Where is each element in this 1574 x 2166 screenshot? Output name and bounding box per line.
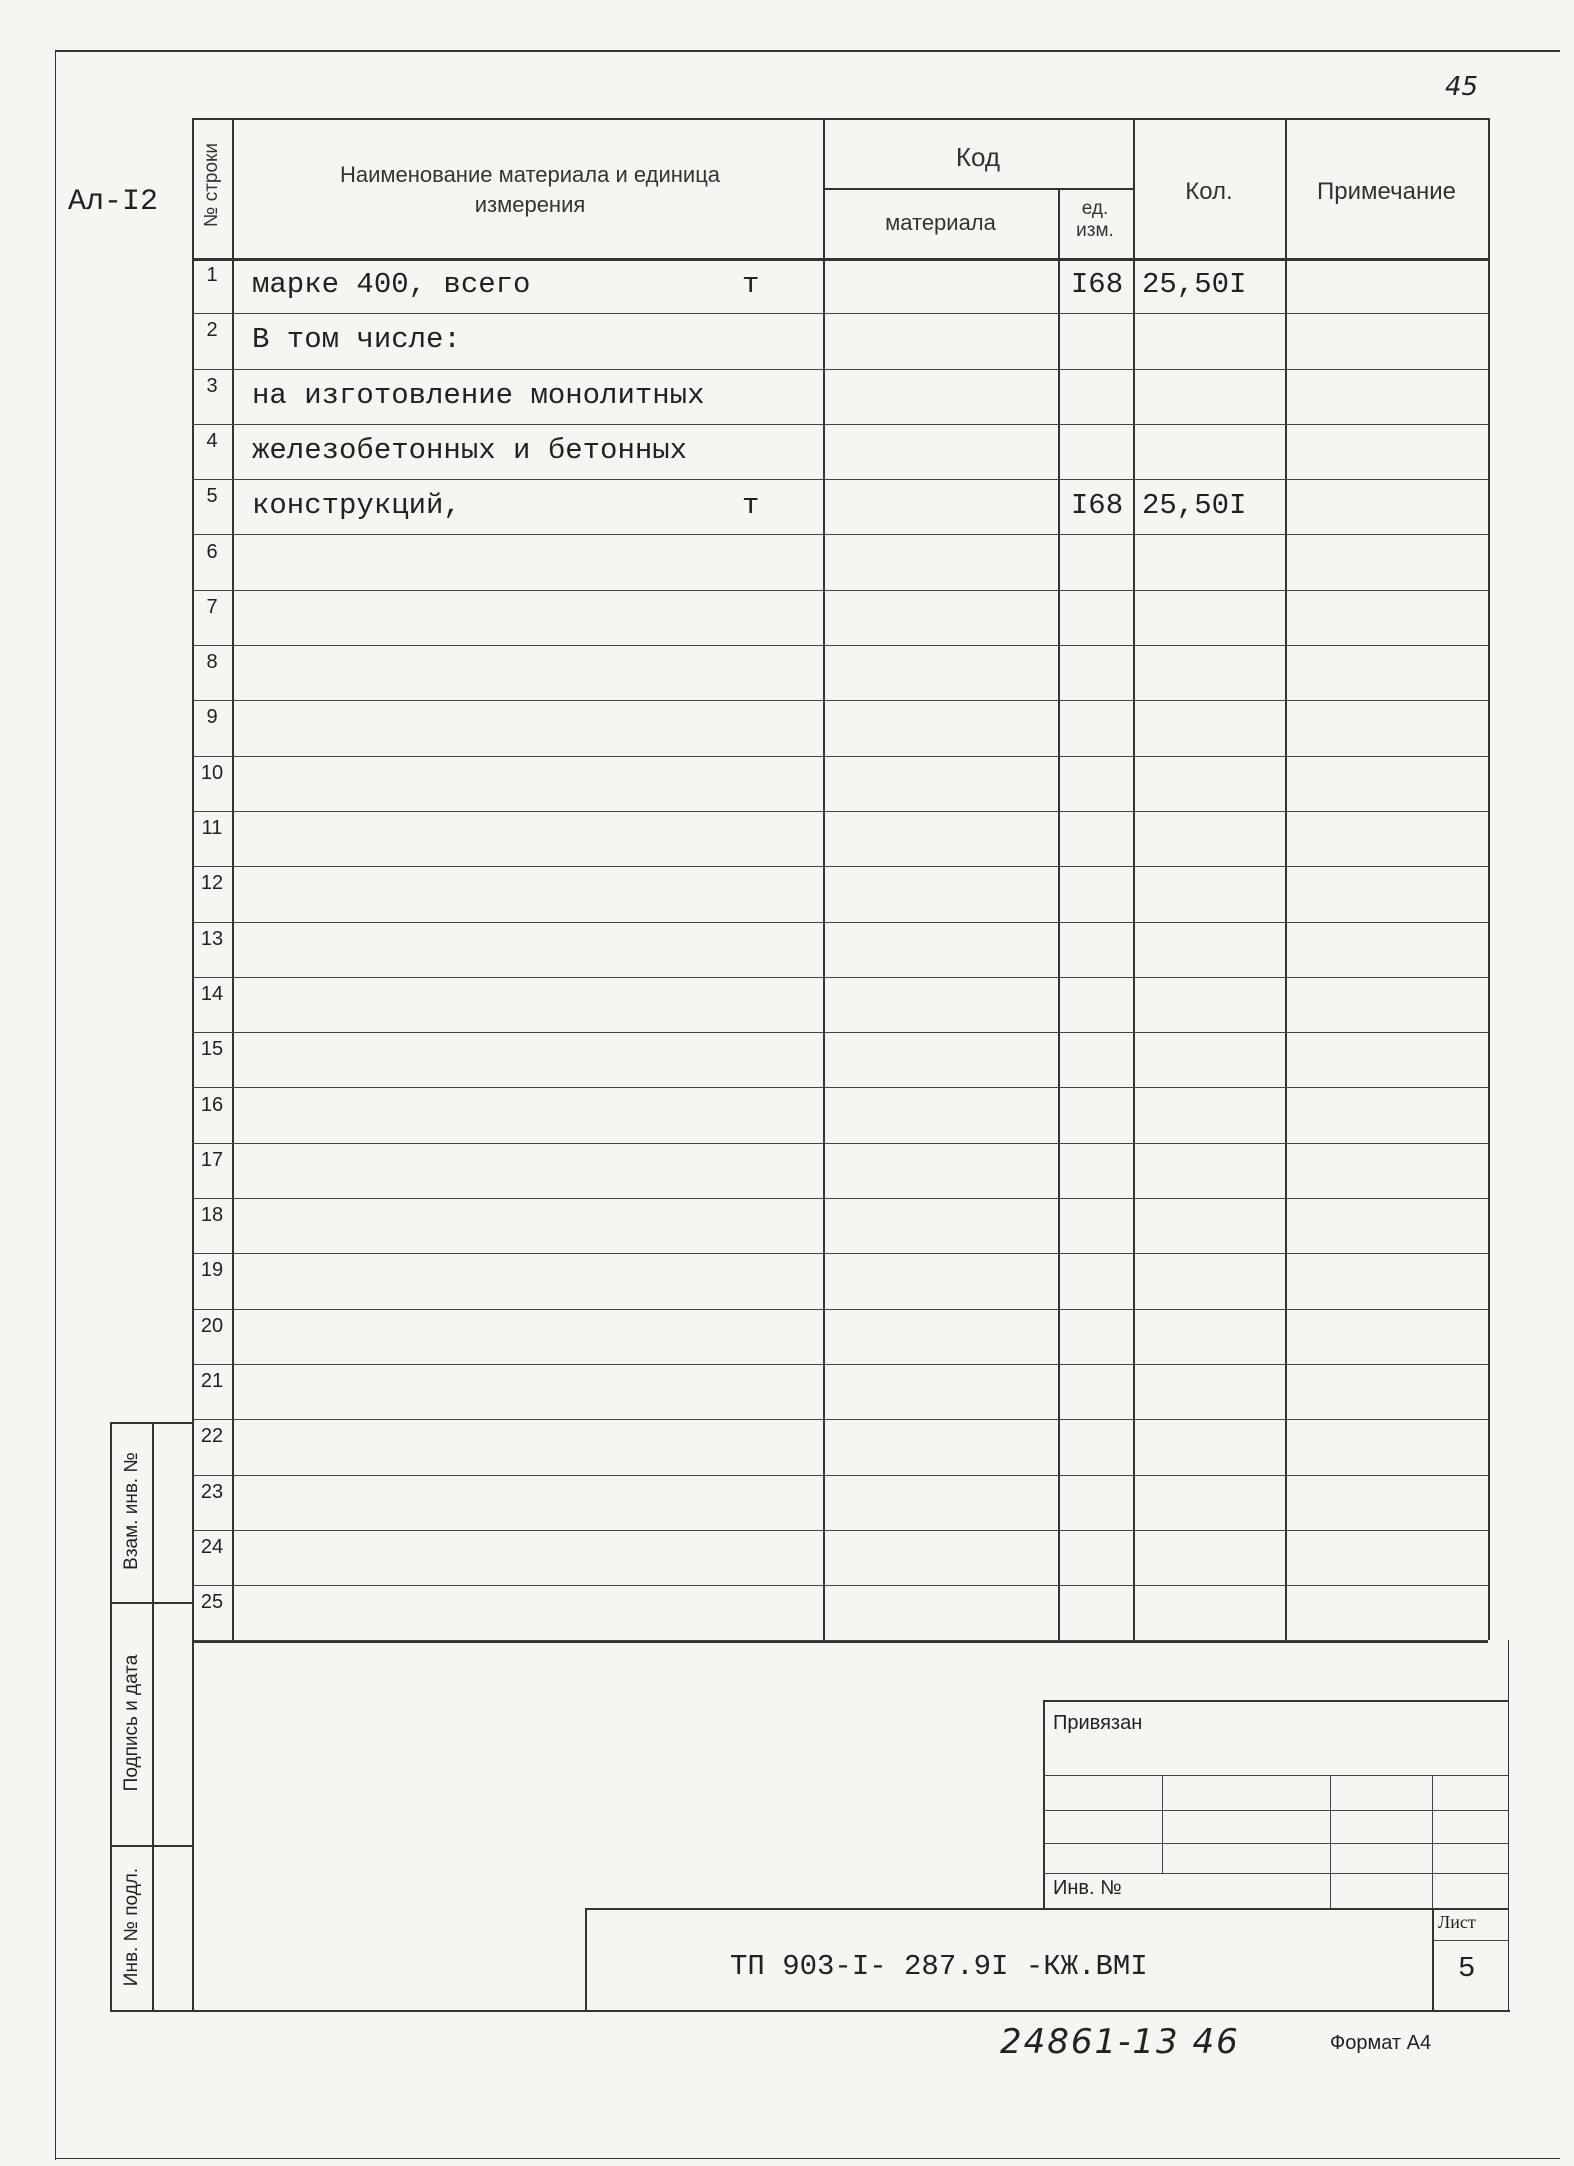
header-code-unit: ед. изм. — [1076, 198, 1114, 241]
document-code: ТП 903-I- 287.9I -КЖ.ВМI — [730, 1950, 1148, 1983]
table-row — [192, 590, 1488, 645]
row-number: 19 — [200, 1259, 224, 1282]
row-number: 2 — [206, 319, 218, 342]
header-code: Код — [955, 142, 1001, 172]
row-number: 18 — [200, 1204, 224, 1227]
row-unit-mark: т — [742, 268, 760, 301]
header-name: Наименование материала и единица измерения — [339, 162, 721, 217]
header-qty: Кол. — [1185, 178, 1233, 205]
table-row — [192, 922, 1488, 977]
row-name: на изготовление монолитных — [252, 378, 705, 412]
table-row — [192, 1530, 1488, 1585]
row-code-unit: I68 — [1070, 489, 1124, 523]
row-number: 6 — [206, 540, 218, 563]
row-number: 5 — [206, 485, 218, 508]
privyazan-label: Привязан — [1053, 1712, 1143, 1734]
table-row — [192, 645, 1488, 700]
table-row — [192, 1419, 1488, 1474]
table-row — [192, 977, 1488, 1032]
table-row — [192, 1143, 1488, 1198]
row-number: 9 — [206, 706, 218, 729]
row-name: марке 400, всего — [252, 268, 531, 301]
row-code-unit: I68 — [1070, 268, 1124, 301]
table-row — [192, 369, 1488, 424]
row-number: 11 — [201, 817, 223, 839]
row-number: 12 — [200, 872, 224, 895]
table-row — [192, 1585, 1488, 1640]
table-row — [192, 756, 1488, 811]
row-number: 20 — [200, 1314, 224, 1337]
table-row — [192, 1032, 1488, 1087]
table-row — [192, 1253, 1488, 1308]
row-number: 22 — [200, 1425, 224, 1448]
handwritten-code: 24861-13 46 — [1000, 2022, 1240, 2062]
row-qty: 25,50I — [1142, 489, 1247, 523]
header-code-material: материала — [885, 210, 996, 235]
row-number: 7 — [206, 595, 218, 618]
table-row — [192, 1309, 1488, 1364]
row-number: 1 — [206, 264, 218, 286]
side-label: Ал-I2 — [68, 185, 159, 219]
row-name: железобетонных и бетонных — [252, 433, 688, 467]
table-row — [192, 700, 1488, 755]
row-number: 23 — [200, 1480, 224, 1503]
header-note: Примечание — [1317, 178, 1456, 205]
format-label: Формат А4 — [1330, 2032, 1432, 2054]
header-row-number: № строки — [201, 143, 222, 227]
row-number: 21 — [200, 1370, 224, 1392]
row-name: конструкций, — [252, 489, 461, 523]
row-number: 10 — [200, 761, 224, 784]
row-number: 13 — [200, 927, 224, 950]
table-row — [192, 1198, 1488, 1253]
row-number: 25 — [200, 1591, 224, 1614]
row-number: 14 — [200, 982, 224, 1005]
table-row — [192, 535, 1488, 590]
row-number: 3 — [206, 374, 218, 397]
table-row — [192, 811, 1488, 866]
table-row — [192, 866, 1488, 921]
row-number: 8 — [206, 651, 218, 674]
row-number: 4 — [206, 429, 218, 452]
row-number: 17 — [200, 1148, 224, 1171]
list-number: 5 — [1458, 1952, 1476, 1985]
table-row — [192, 479, 1488, 534]
table-row — [192, 1364, 1488, 1419]
list-label: Лист — [1438, 1912, 1476, 1932]
row-qty: 25,50I — [1142, 268, 1247, 301]
table-row — [192, 313, 1488, 368]
stamp-vzam: Взам. инв. № — [121, 1452, 142, 1570]
table-row — [192, 1088, 1488, 1143]
row-number: 15 — [200, 1038, 224, 1061]
stamp-podpis: Подпись и дата — [121, 1654, 142, 1792]
row-unit-mark: т — [742, 489, 760, 523]
row-number: 24 — [200, 1535, 224, 1558]
row-name: В том числе: — [252, 323, 461, 357]
table-row — [192, 424, 1488, 479]
inv-no-label: Инв. № — [1053, 1877, 1122, 1899]
corner-sheet-number: 45 — [1445, 72, 1479, 102]
stamp-inv-podl: Инв. № подл. — [121, 1867, 142, 1987]
table-row — [192, 258, 1488, 313]
table-row — [192, 1475, 1488, 1530]
row-number: 16 — [200, 1093, 224, 1116]
